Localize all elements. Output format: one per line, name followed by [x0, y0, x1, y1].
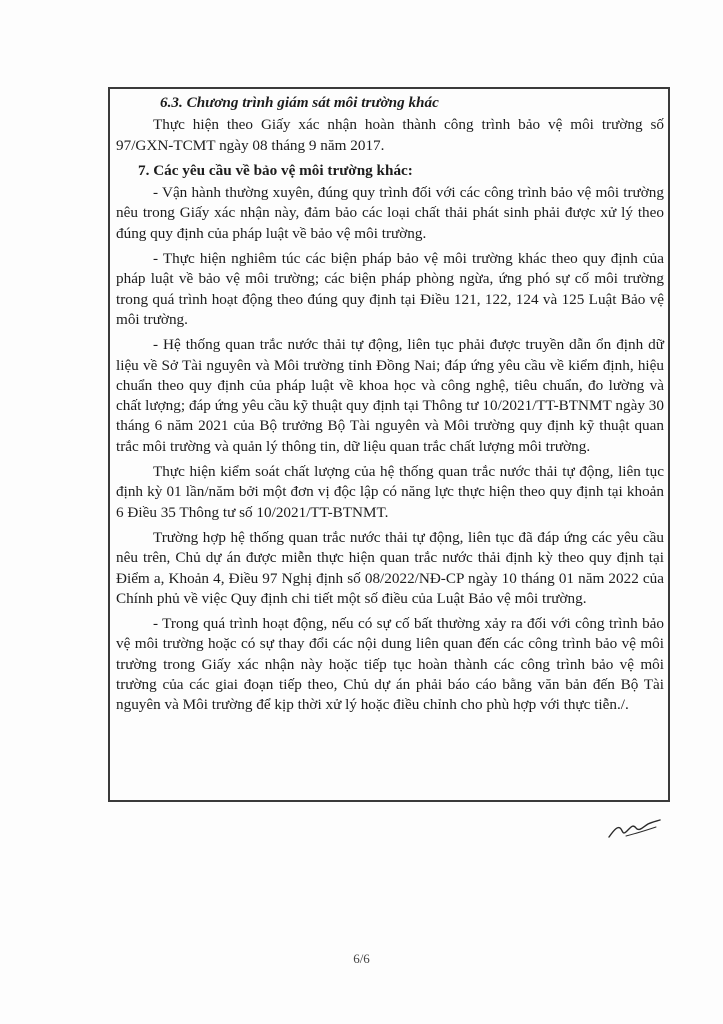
section-6-3-heading: 6.3. Chương trình giám sát môi trường khác: [160, 94, 439, 111]
section-7-heading: 7. Các yêu cầu về bảo vệ môi trường khác:: [138, 161, 413, 179]
initials-signature: [606, 816, 662, 842]
page-number: 6/6: [353, 951, 370, 966]
paragraph-quality-control: Thực hiện kiểm soát chất lượng của hệ thống quan trắc nước thải tự động, liên tục định kỳ 01 lần/năm bởi một đơn vị độc lập có năng lực thực hiện theo quy định tại khoản 6 Điều 35 Thông tư số 10/2021/TT-BTNMT.: [116, 463, 664, 521]
section-6-3-text: Thực hiện theo Giấy xác nhận hoàn thành công trình bảo vệ môi trường số 97/GXN-TCMT ngày 08 tháng 9 năm 2017.: [116, 116, 664, 154]
paragraph-monitoring-system: - Hệ thống quan trắc nước thải tự động, liên tục phải được truyền dẫn ổn định dữ liệu về Sở Tài nguyên và Môi trường tỉnh Đồng Nai; đáp ứng yêu cầu về kiểm định, hiệu chuẩn theo quy định của pháp luật về khoa học và công nghệ, tiêu chuẩn, đo lường và chất lượng; đáp ứng yêu cầu kỹ thuật quy định tại Thông tư 10/2021/TT-BTNMT ngày 30 tháng 6 năm 2021 của Bộ trưởng Bộ Tài nguyên và Môi trường quy định kỹ thuật quan trắc môi trường và quản lý thông tin, dữ liệu quan trắc chất lượng môi trường.: [116, 336, 664, 455]
paragraph-incident-report: - Trong quá trình hoạt động, nếu có sự cố bất thường xảy ra đối với công trình bảo vệ môi trường hoặc có sự thay đổi các nội dung liên quan đến các công trình bảo vệ môi trường trong Giấy xác nhận này hoặc tiếp tục hoàn thành các công trình bảo vệ môi trường của các giai đoạn tiếp theo, Chủ dự án phải báo cáo bằng văn bản đến Bộ Tài nguyên và Môi trường để kịp thời xử lý hoặc điều chỉnh cho phù hợp với thực tiễn./.: [116, 615, 664, 714]
paragraph-measures: - Thực hiện nghiêm túc các biện pháp bảo vệ môi trường khác theo quy định của pháp luật về bảo vệ môi trường; các biện pháp phòng ngừa, ứng phó sự cố môi trường trong quá trình hoạt động theo đúng quy định tại Điều 121, 122, 124 và 125 Luật Bảo vệ môi trường.: [116, 250, 664, 328]
document-body: [116, 93, 664, 716]
paragraph-operation: - Vận hành thường xuyên, đúng quy trình đối với các công trình bảo vệ môi trường nêu trong Giấy xác nhận này, đảm bảo các loại chất thải phát sinh phải được xử lý theo đúng quy định của pháp luật về bảo vệ môi trường.: [116, 184, 664, 242]
paragraph-exemption: Trường hợp hệ thống quan trắc nước thải tự động, liên tục đã đáp ứng các yêu cầu nêu trên, Chủ dự án được miễn thực hiện quan trắc nước thải định kỳ theo quy định tại Điểm a, Khoản 4, Điều 97 Nghị định số 08/2022/NĐ-CP ngày 10 tháng 01 năm 2022 của Chính phủ về việc Quy định chi tiết một số điều của Luật Bảo vệ môi trường.: [116, 528, 664, 607]
